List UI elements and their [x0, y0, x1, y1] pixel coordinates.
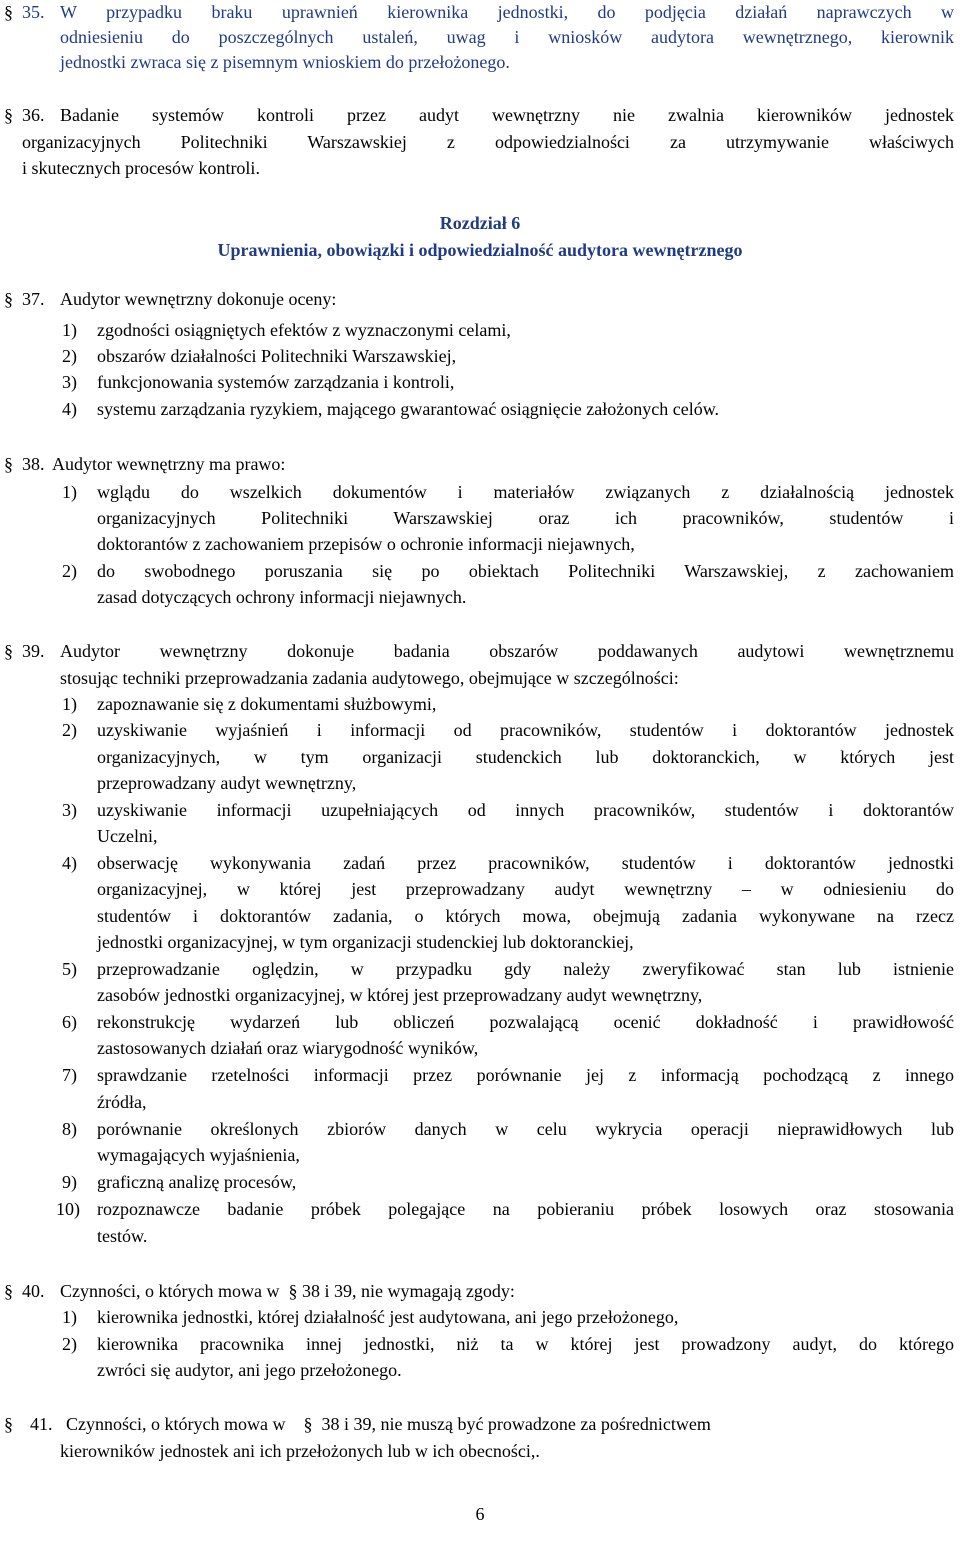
list-item-text: zasobów jednostki organizacyjnej, w której jest przeprowadzany audyt wewnętrzny,	[97, 985, 703, 1005]
section-sign-icon: §	[4, 2, 13, 22]
section-sign-icon: §	[288, 1281, 298, 1301]
list-item-text: obszarów działalności Politechniki Warszawskiej,	[97, 346, 457, 366]
list-item-text: doktorantów z zachowaniem przepisów o ochronie informacji niejawnych,	[97, 534, 635, 554]
list-item-number: 1)	[62, 694, 77, 714]
list-item-number: 1)	[62, 1307, 77, 1327]
list-item-number: 4)	[62, 853, 77, 873]
list-item-text: uzyskiwanie wyjaśnień i informacji od pracowników, studentów i doktorantów jednostek	[97, 720, 954, 740]
paragraph-number-37: 37.	[22, 289, 45, 309]
paragraph-number-39: 39.	[22, 641, 45, 661]
list-item-number: 1)	[62, 320, 77, 340]
list-item-number: 4)	[62, 399, 77, 419]
list-item-number: 2)	[62, 1334, 77, 1354]
section-sign-icon: §	[4, 105, 13, 125]
paragraph-35-line-3: jednostki zwraca się z pisemnym wnioskiem do przełożonego.	[60, 52, 510, 72]
list-item-text: sprawdzanie rzetelności informacji przez porównanie jej z informacją pochodzącą z innego	[97, 1065, 954, 1085]
list-item-text: kierownika jednostki, której działalność jest audytowana, ani jego przełożonego,	[97, 1307, 679, 1327]
list-item-number: 2)	[62, 720, 77, 740]
list-item-number: 2)	[62, 346, 77, 366]
list-item-text: organizacyjnych, w tym organizacji studenckich lub doktoranckich, w których jest	[97, 747, 954, 767]
list-item-text: kierownika pracownika innej jednostki, niż ta w której jest prowadzony audyt, do którego	[97, 1334, 954, 1354]
paragraph-41-line-2: kierowników jednostek ani ich przełożonych lub w ich obecności,.	[60, 1441, 540, 1461]
list-item-text: organizacyjnych Politechniki Warszawskiej oraz ich pracowników, studentów i	[97, 508, 954, 528]
list-item-number: 2)	[62, 561, 77, 581]
list-item-text: systemu zarządzania ryzykiem, mającego gwarantować osiągnięcie założonych celów.	[97, 399, 720, 419]
list-item-text: zapoznawanie się z dokumentami służbowymi,	[97, 694, 437, 714]
list-item-text: wymagających wyjaśnienia,	[97, 1145, 300, 1165]
section-sign-icon: §	[4, 289, 13, 309]
list-item-text: Uczelni,	[97, 826, 158, 846]
paragraph-36-line-2: organizacyjnych Politechniki Warszawskiej z odpowiedzialności za utrzymywanie właściwych	[22, 132, 954, 152]
list-item-number: 5)	[62, 959, 77, 979]
paragraph-40-intro: Czynności, o których mowa w § 38 i 39, nie wymagają zgody:	[60, 1281, 515, 1301]
paragraph-number-35: 35.	[22, 2, 45, 22]
list-item-text: do swobodnego poruszania się po obiektach Politechniki Warszawskiej, z zachowaniem	[97, 561, 954, 581]
list-item-number: 7)	[62, 1065, 77, 1085]
paragraph-35-line-1: W przypadku braku uprawnień kierownika jednostki, do podjęcia działań naprawczych w	[60, 2, 954, 22]
paragraph-39-intro-line-2: stosując techniki przeprowadzania zadania audytowego, obejmujące w szczególności:	[60, 668, 679, 688]
list-item-number: 10)	[56, 1199, 80, 1219]
list-item-text: rozpoznawcze badanie próbek polegające na pobieraniu próbek losowych oraz stosowania	[97, 1199, 954, 1219]
paragraph-41-line-1: Czynności, o których mowa w § 38 i 39, nie muszą być prowadzone za pośrednictwem	[66, 1414, 711, 1434]
list-item-text: zasad dotyczących ochrony informacji niejawnych.	[97, 587, 467, 607]
paragraph-35-line-2: odniesieniu do poszczególnych ustaleń, uwag i wniosków audytora wewnętrznego, kierownik	[60, 27, 954, 47]
list-item-text: organizacyjnej, w której jest przeprowadzany audyt wewnętrzny – w odniesieniu do	[97, 879, 954, 899]
list-item-text: testów.	[97, 1226, 148, 1246]
list-item-number: 3)	[62, 800, 77, 820]
paragraph-number-40: 40.	[22, 1281, 45, 1301]
paragraph-39-intro-line-1: Audytor wewnętrzny dokonuje badania obszarów poddawanych audytowi wewnętrznemu	[60, 641, 954, 661]
list-item-text: rekonstrukcję wydarzeń lub obliczeń pozwalającą ocenić dokładność i prawidłowość	[97, 1012, 954, 1032]
list-item-text: jednostki organizacyjnej, w tym organizacji studenckiej lub doktoranckiej,	[97, 932, 634, 952]
section-sign-icon: §	[4, 1414, 13, 1434]
list-item-text: graficzną analizę procesów,	[97, 1172, 297, 1192]
list-item-text: studentów i doktorantów zadania, o których mowa, obejmują zadania wykonywane na rzecz	[97, 906, 954, 926]
list-item-text: obserwację wykonywania zadań przez pracowników, studentów i doktorantów jednostki	[97, 853, 954, 873]
list-item-number: 3)	[62, 372, 77, 392]
section-sign-icon: §	[4, 1281, 13, 1301]
list-item-text: wglądu do wszelkich dokumentów i materiałów związanych z działalnością jednostek	[97, 482, 954, 502]
chapter-subtitle: Uprawnienia, obowiązki i odpowiedzialność audytora wewnętrznego	[217, 240, 743, 260]
list-item-number: 9)	[62, 1172, 77, 1192]
list-item-text: porównanie określonych zbiorów danych w celu wykrycia operacji nieprawidłowych lub	[97, 1119, 954, 1139]
paragraph-38-intro: Audytor wewnętrzny ma prawo:	[52, 454, 286, 474]
list-item-text: przeprowadzanie oględzin, w przypadku gdy należy zweryfikować stan lub istnienie	[97, 959, 954, 979]
list-item-number: 6)	[62, 1012, 77, 1032]
list-item-text: zgodności osiągniętych efektów z wyznaczonymi celami,	[97, 320, 511, 340]
list-item-number: 8)	[62, 1119, 77, 1139]
list-item-text: uzyskiwanie informacji uzupełniających od innych pracowników, studentów i doktorantów	[97, 800, 954, 820]
paragraph-number-41: 41.	[30, 1414, 53, 1434]
paragraph-36-line-1: Badanie systemów kontroli przez audyt wewnętrzny nie zwalnia kierowników jednostek	[60, 105, 954, 125]
paragraph-number-36: 36.	[22, 105, 45, 125]
section-sign-icon: §	[4, 641, 13, 661]
paragraph-number-38: 38.	[22, 454, 45, 474]
list-item-text: zwróci się audytor, ani jego przełożonego.	[97, 1360, 402, 1380]
list-item-text: źródła,	[97, 1092, 147, 1112]
page-number: 6	[475, 1504, 485, 1524]
list-item-text: funkcjonowania systemów zarządzania i kontroli,	[97, 372, 455, 392]
list-item-number: 1)	[62, 482, 77, 502]
paragraph-36-line-3: i skutecznych procesów kontroli.	[22, 158, 260, 178]
paragraph-37-intro: Audytor wewnętrzny dokonuje oceny:	[60, 289, 337, 309]
section-sign-icon: §	[303, 1414, 313, 1434]
chapter-title: Rozdział 6	[439, 213, 521, 233]
list-item-text: przeprowadzany audyt wewnętrzny,	[97, 773, 357, 793]
list-item-text: zastosowanych działań oraz wiarygodność wyników,	[97, 1038, 479, 1058]
section-sign-icon: §	[4, 454, 13, 474]
